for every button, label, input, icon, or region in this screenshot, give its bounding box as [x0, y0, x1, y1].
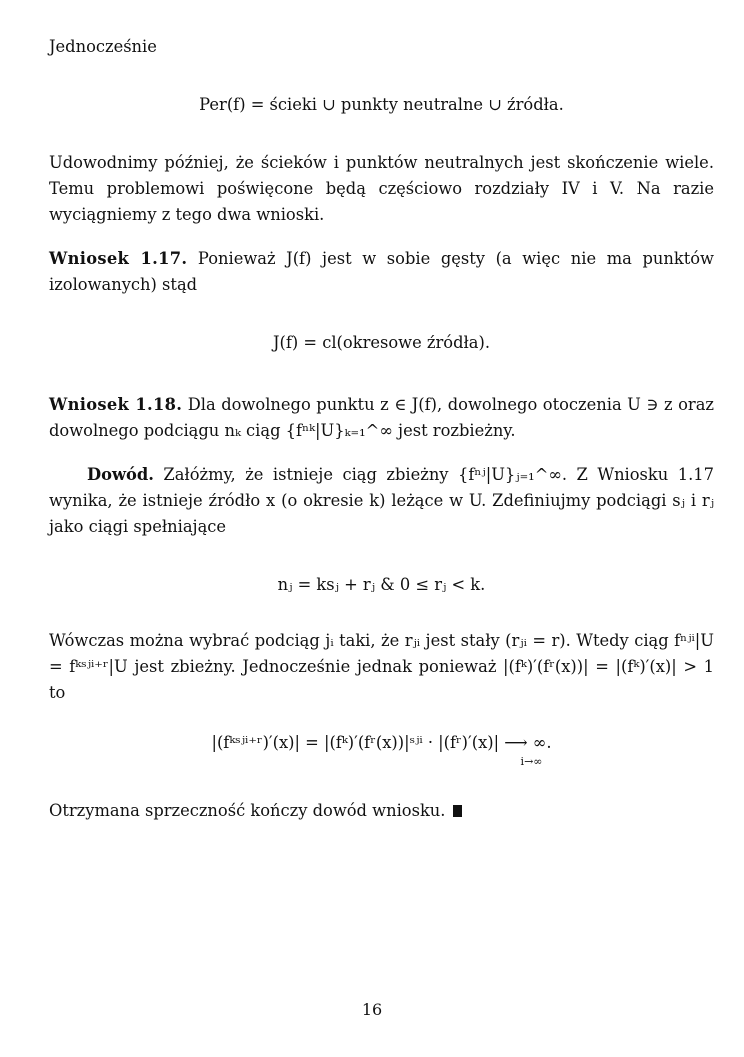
proof-text: Załóżmy, że istnieje ciąg zbieżny {fⁿʲ|U}ⱼ₌₁^∞. Z Wniosku 1.17 wynika, że istnieje źródło x (o okresie k) leżące w U. Zdefiniujmy podciągi sⱼ i rⱼ jako ciągi spełniające [49, 465, 714, 536]
corollary-1-18-heading: Wniosek 1.18. [49, 395, 183, 414]
proof-label: Dowód. [87, 465, 154, 484]
equation-limit-subscript: i→∞ [520, 755, 543, 768]
proof-conclusion-text: Otrzymana sprzeczność kończy dowód wniosku. [49, 801, 446, 820]
equation-limit-text: |(fᵏˢʲⁱ⁺ʳ)′(x)| = |(fᵏ)′(fʳ(x))|ˢʲⁱ · |(fʳ)′(x)| ⟶ ∞. [211, 733, 552, 752]
corollary-1-18 [49, 392, 714, 444]
proof-paragraph-2: Wówczas można wybrać podciąg jᵢ taki, że rⱼᵢ jest stały (rⱼᵢ = r). Wtedy ciąg fⁿʲⁱ|U = fᵏˢʲⁱ⁺ʳ|U jest zbieżny. Jednocześnie jednak ponieważ |(fᵏ)′(fʳ(x))| = |(fᵏ)′(x)| > 1 to [49, 631, 714, 702]
proof-conclusion [49, 798, 714, 824]
page-number: 16 [361, 1000, 383, 1019]
corollary-1-17 [49, 246, 714, 298]
equation-per: Per(f) = ścieki ∪ punkty neutralne ∪ źródła. [199, 95, 564, 114]
corollary-1-18-text: Dla dowolnego punktu z ∈ J(f), dowolnego otoczenia U ∋ z oraz dowolnego podciągu nₖ ciąg {fⁿᵏ|U}ₖ₌₁^∞ jest rozbieżny. [49, 395, 714, 440]
equation-julia: J(f) = cl(okresowe źródła). [272, 333, 490, 352]
equation-limit [49, 730, 714, 768]
corollary-1-17-text: Ponieważ J(f) jest w sobie gęsty (a więc nie ma punktów izolowanych) stąd [49, 249, 714, 294]
proof-paragraph [49, 462, 714, 540]
header-text: Jednocześnie [49, 37, 157, 56]
corollary-1-17-heading: Wniosek 1.17. [49, 249, 188, 268]
equation-nj: nⱼ = ksⱼ + rⱼ & 0 ≤ rⱼ < k. [277, 575, 486, 594]
qed-square-icon [453, 805, 462, 817]
paragraph-1: Udowodnimy później, że ścieków i punktów neutralnych jest skończenie wiele. Temu problemowi poświęcone będą częściowo rozdziały IV i V. Na razie wyciągniemy z tego dwa wnioski. [49, 153, 714, 224]
